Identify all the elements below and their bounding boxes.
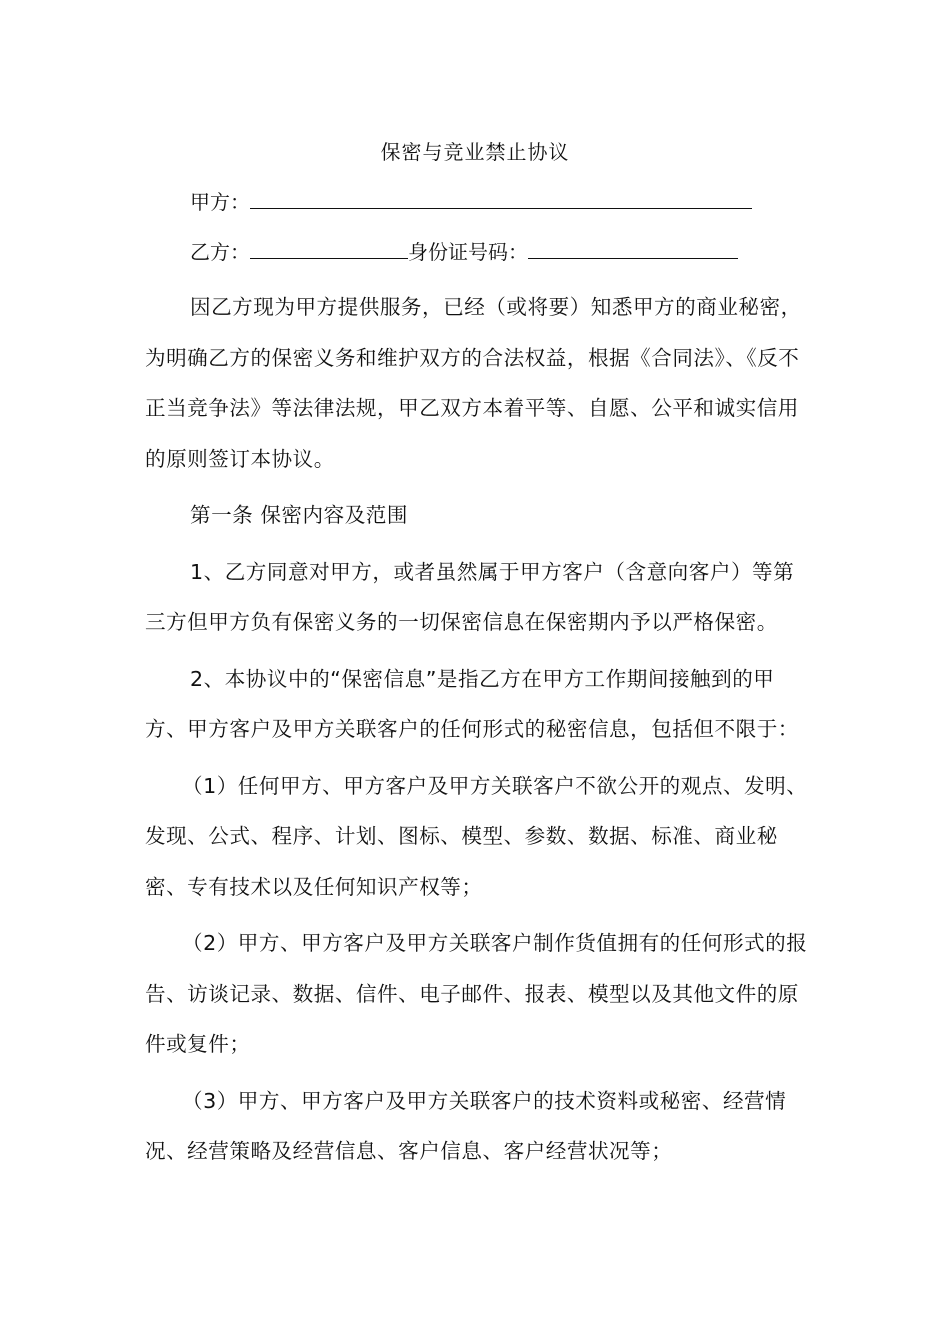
party-a-blank (250, 186, 752, 209)
clause-2-item-1: （1）任何甲方、甲方客户及甲方关联客户不欲公开的观点、发明、发现、公式、程序、计划、图标、模型、参数、数据、标准、商业秘密、专有技术以及任何知识产权等； (145, 773, 808, 899)
clause-2-paragraph: 2、本协议中的“保密信息”是指乙方在甲方工作期间接触到的甲方、甲方客户及甲方关联客户的任何形式的秘密信息，包括但不限于： (145, 666, 799, 741)
party-b-line (190, 236, 738, 268)
party-a-line (190, 186, 752, 218)
party-a-label: 甲方： (190, 190, 250, 214)
preamble-paragraph: 因乙方现为甲方提供服务，已经（或将要）知悉甲方的商业秘密，为明确乙方的保密义务和维护双方的合法权益，根据《合同法》、《反不正当竞争法》等法律法规，甲乙双方本着平等、自愿、公平和诚实信用的原则签订本协议。 (145, 295, 802, 471)
clause-2-item-3: （3）甲方、甲方客户及甲方关联客户的技术资料或秘密、经营情况、经营策略及经营信息、客户信息、客户经营状况等； (145, 1088, 787, 1163)
article-1-heading: 第一条 保密内容及范围 (190, 503, 408, 527)
party-b-blank (250, 236, 408, 259)
clause-1-paragraph: 1、乙方同意对甲方，或者虽然属于甲方客户（含意向客户）等第三方但甲方负有保密义务的一切保密信息在保密期内予以严格保密。 (145, 559, 795, 634)
document-body (145, 282, 810, 1177)
id-number-blank (528, 236, 738, 259)
clause-2-item-2: （2）甲方、甲方客户及甲方关联客户制作货值拥有的任何形式的报告、访谈记录、数据、信件、电子邮件、报表、模型以及其他文件的原件或复件； (145, 931, 808, 1056)
party-b-label: 乙方： (190, 240, 250, 264)
document-title: 保密与竞业禁止协议 (380, 140, 570, 164)
id-number-label: 身份证号码： (408, 240, 528, 264)
